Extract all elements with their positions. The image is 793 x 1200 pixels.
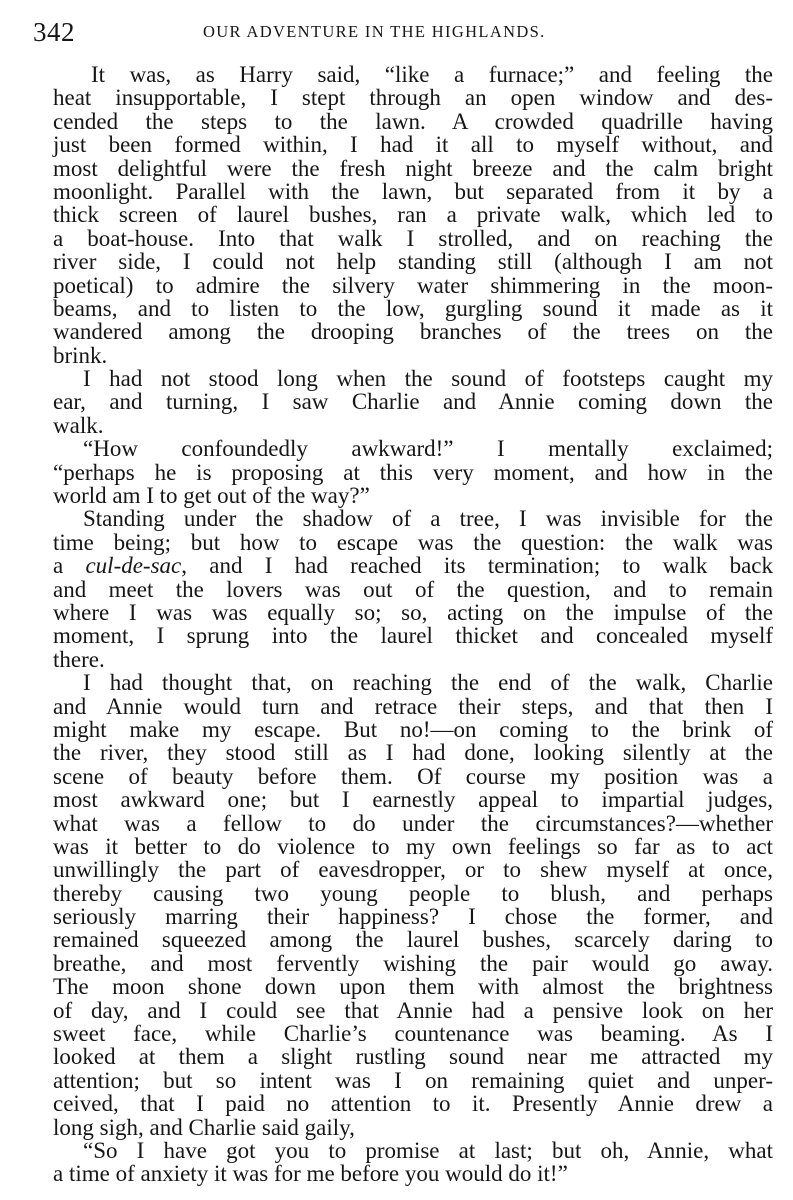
text-line: breathe, and most fervently wishing the pair would go away. <box>53 950 773 976</box>
text-line: river side, I could not help standing still (although I am not <box>53 249 773 275</box>
text-line: might make my escape. But no!—on coming to the brink of <box>53 716 773 742</box>
text-line <box>53 554 773 577</box>
text-line: ear, and turning, I saw Charlie and Annie coming down the <box>53 389 773 415</box>
text-line: moonlight. Parallel with the lawn, but separated from it by a <box>53 178 773 204</box>
text-line: moment, I sprung into the laurel thicket and concealed myself <box>53 623 773 649</box>
text-line: a time of anxiety it was for me before you would do it!” <box>53 1161 568 1187</box>
body-text <box>53 63 773 1186</box>
text-line: Standing under the shadow of a tree, I was invisible for the <box>83 506 773 532</box>
text-line: The moon shone down upon them with almost the brightness <box>53 974 773 1000</box>
text-line: beams, and to listen to the low, gurgling sound it made as it <box>53 295 773 321</box>
text-line: sweet face, while Charlie’s countenance was beaming. As I <box>53 1021 773 1047</box>
text-line: long sigh, and Charlie said gaily, <box>53 1114 355 1140</box>
text-line: unwillingly the part of eavesdropper, or to shew myself at once, <box>53 857 773 883</box>
text-line: It was, as Harry said, “like a furnace;” and feeling the <box>91 62 773 87</box>
text-line: and meet the lovers was out of the question, and to remain <box>53 576 773 602</box>
text-line: I had not stood long when the sound of footsteps caught my <box>83 366 773 392</box>
italic-term: cul-de-sac <box>85 553 182 579</box>
text-line: of day, and I could see that Annie had a pensive look on her <box>53 997 773 1023</box>
text-line: what was a fellow to do under the circumstances?—whether <box>53 810 773 836</box>
page-header <box>33 16 773 52</box>
text-line: “perhaps he is proposing at this very moment, and how in the <box>53 459 773 485</box>
text-line: “How confoundedly awkward!” I mentally exclaimed; <box>83 436 773 462</box>
text-line: world am I to get out of the way?” <box>53 483 370 509</box>
running-title: OUR ADVENTURE IN THE HIGHLANDS. <box>203 22 546 41</box>
text-line: the river, they stood still as I had done, looking silently at the <box>53 740 773 766</box>
text-line: a boat-house. Into that walk I strolled, and on reaching the <box>53 225 773 251</box>
text-line: ceived, that I paid no attention to it. Presently Annie drew a <box>53 1091 773 1117</box>
text-line: remained squeezed among the laurel bushes, scarcely daring to <box>53 927 773 953</box>
text-line: most delightful were the fresh night breeze and the calm bright <box>53 155 773 181</box>
page-number: 342 <box>33 17 75 47</box>
text-line: scene of beauty before them. Of course my position was a <box>53 763 773 789</box>
text-line: I had thought that, on reaching the end of the walk, Charlie <box>83 670 773 696</box>
text-line: “So I have got you to promise at last; but oh, Annie, what <box>83 1137 773 1163</box>
text-line: there. <box>53 646 105 672</box>
text-line: most awkward one; but I earnestly appeal to impartial judges, <box>53 787 773 813</box>
text-line: just been formed within, I had it all to myself without, and <box>53 132 773 158</box>
text-line: thereby causing two young people to blush, and perhaps <box>53 880 773 906</box>
text-line: heat insupportable, I stept through an open window and des- <box>53 85 773 111</box>
text-segment: a <box>53 553 86 579</box>
text-line: time being; but how to escape was the question: the walk was <box>53 529 773 555</box>
text-line: poetical) to admire the silvery water shimmering in the moon- <box>53 272 773 298</box>
text-line: and Annie would turn and retrace their steps, and that then I <box>53 693 773 719</box>
text-line: cended the steps to the lawn. A crowded quadrille having <box>53 108 773 134</box>
text-line: seriously marring their happiness? I chose the former, and <box>53 904 773 930</box>
text-line: thick screen of laurel bushes, ran a private walk, which led to <box>53 202 773 228</box>
text-line: brink. <box>53 342 108 368</box>
text-line: looked at them a slight rustling sound near me attracted my <box>53 1044 773 1070</box>
text-line: wandered among the drooping branches of the trees on the <box>53 319 773 345</box>
text-line: walk. <box>53 412 104 438</box>
text-line: where I was was equally so; so, acting on the impulse of the <box>53 599 773 625</box>
text-line: was it better to do violence to my own feelings so far as to act <box>53 833 773 859</box>
text-segment: , and I had reached its termination; to walk back <box>181 553 773 579</box>
text-line: attention; but so intent was I on remaining quiet and unper- <box>53 1067 773 1093</box>
